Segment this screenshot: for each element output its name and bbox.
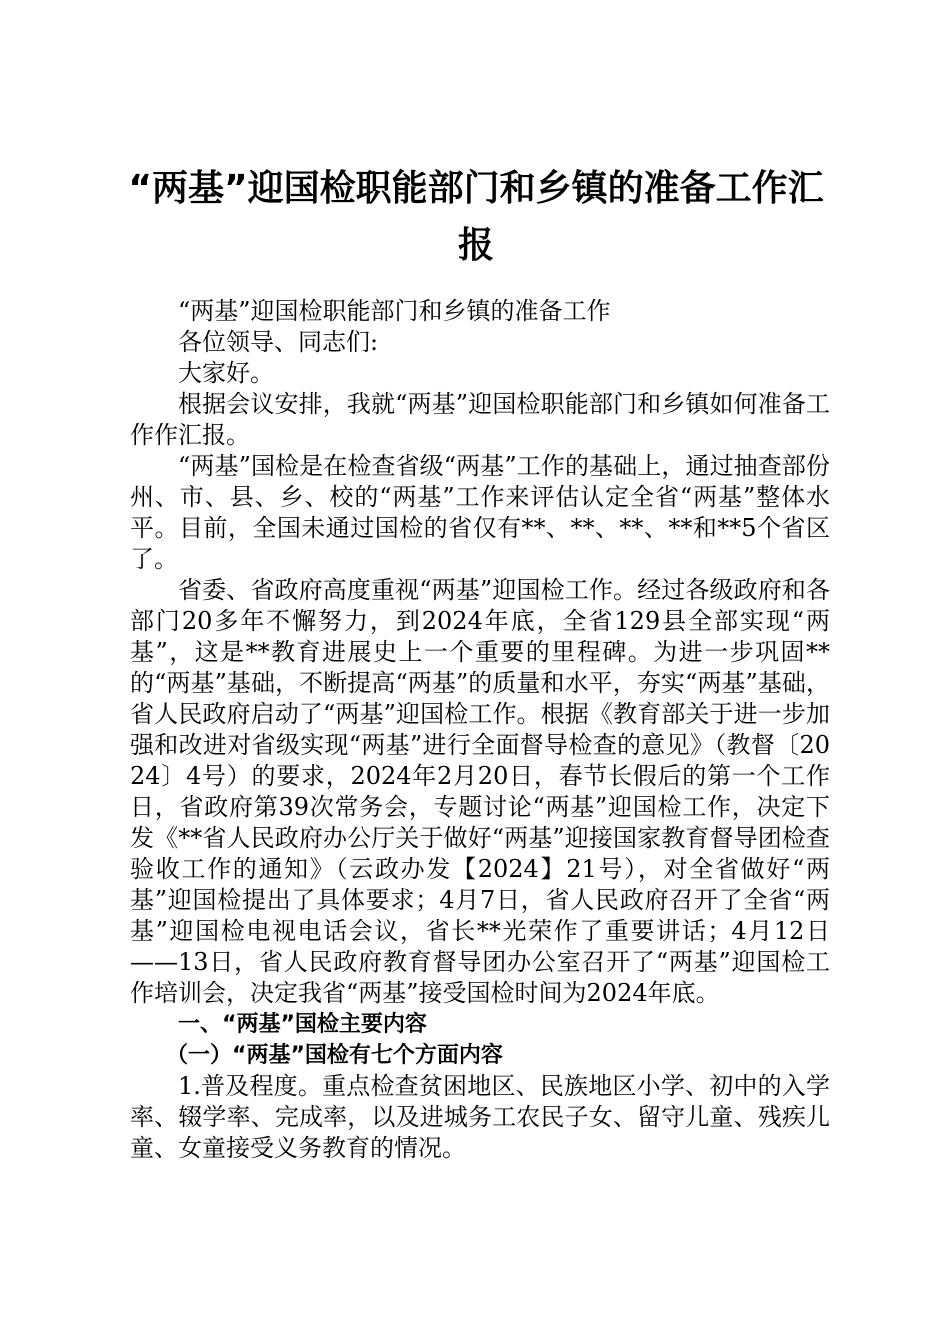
subsection-heading: （一）“两基”国检有七个方面内容 [166,1043,503,1068]
section-heading: 一、“两基”国检主要内容 [178,1012,427,1037]
document-title: “两基”迎国检职能部门和乡镇的准备工作汇报 [128,168,824,266]
list-item: 1.普及程度。重点检查贫困地区、民族地区小学、初中的入学率、辍学率、完成率，以及进城务工农民子女、留守儿童、残疾儿童、女童接受义务教育的情况。 [130,1072,830,1162]
paragraph-salutation: 各位领导、同志们: [178,328,379,356]
document-body [130,296,830,1164]
paragraph-background: “两基”国检是在检查省级“两基”工作的基础上，通过抽查部份州、市、县、乡、校的“两基”工作来评估认定全省“两基”整体水平。目前，全国未通过国检的省仅有**、**、**、**和**5个省区了。 [130,452,830,573]
paragraph-subtitle: “两基”迎国检职能部门和乡镇的准备工作 [178,297,611,325]
paragraph-intro: 根据会议安排，我就“两基”迎国检职能部门和乡镇如何准备工作作汇报。 [130,390,830,449]
paragraph-greeting: 大家好。 [178,359,274,387]
paragraph-progress: 省委、省政府高度重视“两基”迎国检工作。经过各级政府和各部门20多年不懈努力，到2024年底，全省129县全部实现“两基”，这是**教育进展史上一个重要的里程碑。为进一步巩固**的“两基”基础，不断提高“两基”的质量和水平，夯实“两基”基础，省人民政府启动了“两基”迎国检工作。根据《教育部关于进一步加强和改进对省级实现“两基”进行全面督导检查的意见》（教督〔2024〕4号）的要求，2024年2月20日，春节长假后的第一个工作日，省政府第39次常务会，专题讨论“两基”迎国检工作，决定下发《**省人民政府办公厅关于做好“两基”迎接国家教育督导团检查验收工作的通知》（云政办发【2024】21号），对全省做好“两基”迎国检提出了具体要求；4月7日，省人民政府召开了全省“两基”迎国检电视电话会议，省长**光荣作了重要讲话；4月12日——13日，省人民政府教育督导团办公室召开了“两基”迎国检工作培训会，决定我省“两基”接受国检时间为2024年底。 [130,576,830,1007]
